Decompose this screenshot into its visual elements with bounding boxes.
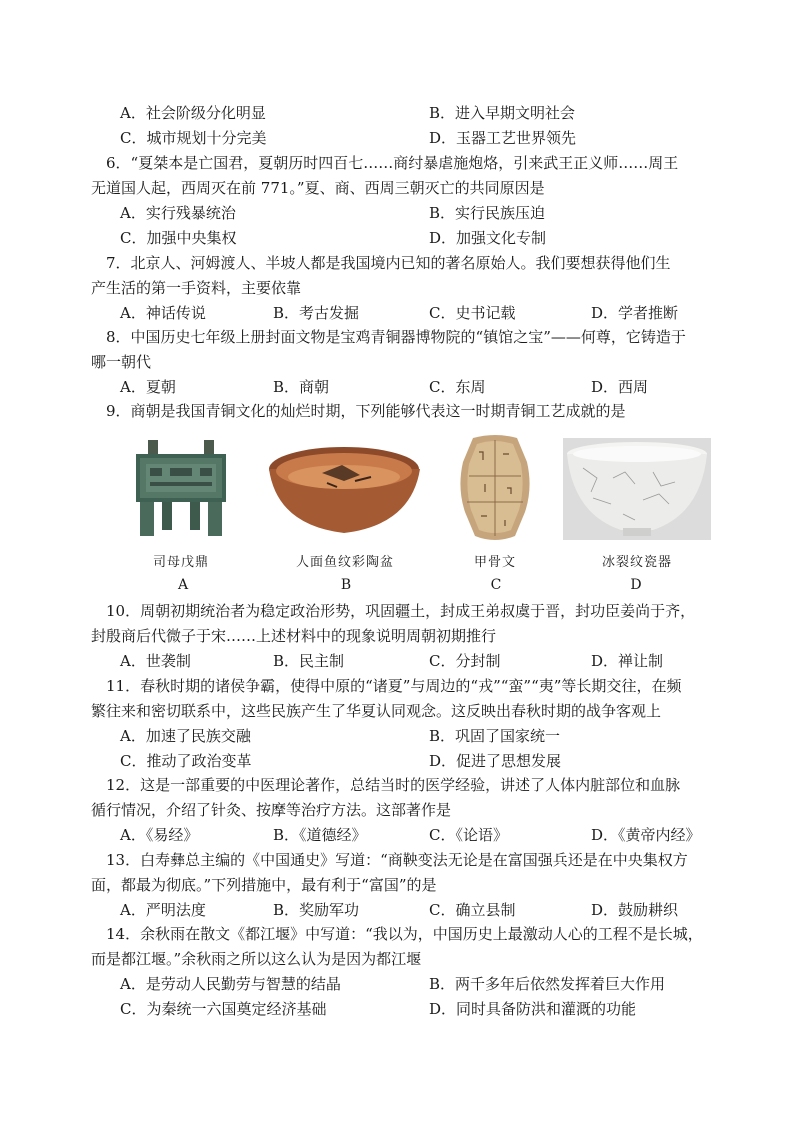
q12-option-d: D．《黄帝内经》 [591,826,701,844]
q6-option-d: D．加强文化专制 [429,229,547,247]
image-letter-c: C [490,577,502,593]
q13-option-d: D．鼓励耕织 [591,901,679,919]
q7-option-c: C．史书记载 [429,304,516,322]
q12-option-a: A．《易经》 [120,826,199,844]
caption-c: 甲骨文 [473,555,516,570]
q13-option-a: A．严明法度 [120,901,206,919]
q7-option-d: D．学者推断 [591,304,679,322]
q10-option-d: D．禅让制 [591,652,664,670]
caption-d: 冰裂纹瓷器 [601,555,672,570]
q13-stem-line2: 面，都最为彻底。”下列措施中，最有利于“富国”的是 [91,876,437,894]
q12-stem-line2: 循行情况，介绍了针灸、按摩等治疗方法。这部著作是 [91,801,452,819]
q8-stem-line2: 哪一朝代 [91,353,152,371]
painted-pottery-basin-image [267,443,422,536]
q6-option-b: B．实行民族压迫 [429,204,546,222]
q10-option-c: C．分封制 [429,652,501,670]
q5-option-c: C．城市规划十分完美 [120,129,267,147]
q13-stem-line1: 13．白寿彝总主编的《中国通史》写道：“商鞅变法无论是在富国强兵还是在中央集权方 [106,851,688,869]
simuwu-ding-image [126,438,236,540]
q6-stem-line2: 无道国人起，西周灭在前 771。”夏、商、西周三朝灭亡的共同原因是 [91,179,545,197]
q12-option-c: C．《论语》 [429,826,508,844]
q10-option-b: B．民主制 [273,652,345,670]
q8-option-b: B．商朝 [273,378,330,396]
q6-option-a: A．实行残暴统治 [120,204,236,222]
image-letter-d: D [630,577,642,593]
q7-option-a: A．神话传说 [120,304,206,322]
q8-option-a: A．夏朝 [120,378,176,396]
q11-option-c: C．推动了政治变革 [120,752,252,770]
q14-stem-line1: 14．余秋雨在散文《都江堰》中写道：“我以为，中国历史上最激动人心的工程不是长城， [106,925,703,943]
q5-option-b: B．进入早期文明社会 [429,104,576,122]
q11-option-a: A．加速了民族交融 [120,727,251,745]
q11-stem-line2: 繁往来和密切联系中，这些民族产生了华夏认同观念。这反映出春秋时期的战争客观上 [91,702,662,720]
q7-option-b: B．考古发掘 [273,304,360,322]
q12-option-b: B．《道德经》 [273,826,367,844]
q14-stem-line2: 而是都江堰。”余秋雨之所以这么认为是因为都江堰 [91,950,422,968]
image-letter-b: B [340,577,352,593]
q14-option-b: B．两千多年后依然发挥着巨大作用 [429,975,666,993]
q8-stem-line1: 8．中国历史七年级上册封面文物是宝鸡青铜器博物院的“镇馆之宝”——何尊，它铸造于 [106,328,686,346]
q10-option-a: A．世袭制 [120,652,191,670]
q7-stem-line2: 产生活的第一手资料，主要依靠 [91,279,302,297]
caption-a: 司母戊鼎 [152,555,209,570]
q13-option-c: C．确立县制 [429,901,516,919]
q13-option-b: B．奖励军功 [273,901,360,919]
q9-stem: 9．商朝是我国青铜文化的灿烂时期，下列能够代表这一时期青铜工艺成就的是 [106,402,626,420]
q10-stem-line2: 封殷商后代微子于宋……上述材料中的现象说明周朝初期推行 [91,627,497,645]
q6-option-c: C．加强中央集权 [120,229,237,247]
q11-option-b: B．巩固了国家统一 [429,727,561,745]
q14-option-c: C．为秦统一六国奠定经济基础 [120,1000,327,1018]
image-letter-a: A [177,577,189,593]
crackle-porcelain-bowl-image [563,438,711,540]
oracle-bone-image [455,432,535,544]
q12-stem-line1: 12．这是一部重要的中医理论著作，总结当时的医学经验，讲述了人体内脏部位和血脉 [106,776,681,794]
q5-option-a: A．社会阶级分化明显 [120,104,266,122]
q10-stem-line1: 10．周朝初期统治者为稳定政治形势，巩固疆土，封成王弟叔虞于晋，封功臣姜尚于齐， [106,602,696,620]
q11-option-d: D．促进了思想发展 [429,752,562,770]
q8-option-d: D．西周 [591,378,649,396]
caption-b: 人面鱼纹彩陶盆 [295,555,394,570]
q8-option-c: C．东周 [429,378,486,396]
q5-option-d: D．玉器工艺世界领先 [429,129,577,147]
q7-stem-line1: 7．北京人、河姆渡人、半坡人都是我国境内已知的著名原始人。我们要想获得他们生 [106,254,671,272]
q11-stem-line1: 11．春秋时期的诸侯争霸，使得中原的“诸夏”与周边的“戎”“蛮”“夷”等长期交往，在频 [106,677,682,695]
q14-option-d: D．同时具备防洪和灌溉的功能 [429,1000,637,1018]
q6-stem-line1: 6．“夏桀本是亡国君，夏朝历时四百七……商纣暴虐施炮烙，引来武王正义师……周王 [106,154,679,172]
q14-option-a: A．是劳动人民勤劳与智慧的结晶 [120,975,341,993]
